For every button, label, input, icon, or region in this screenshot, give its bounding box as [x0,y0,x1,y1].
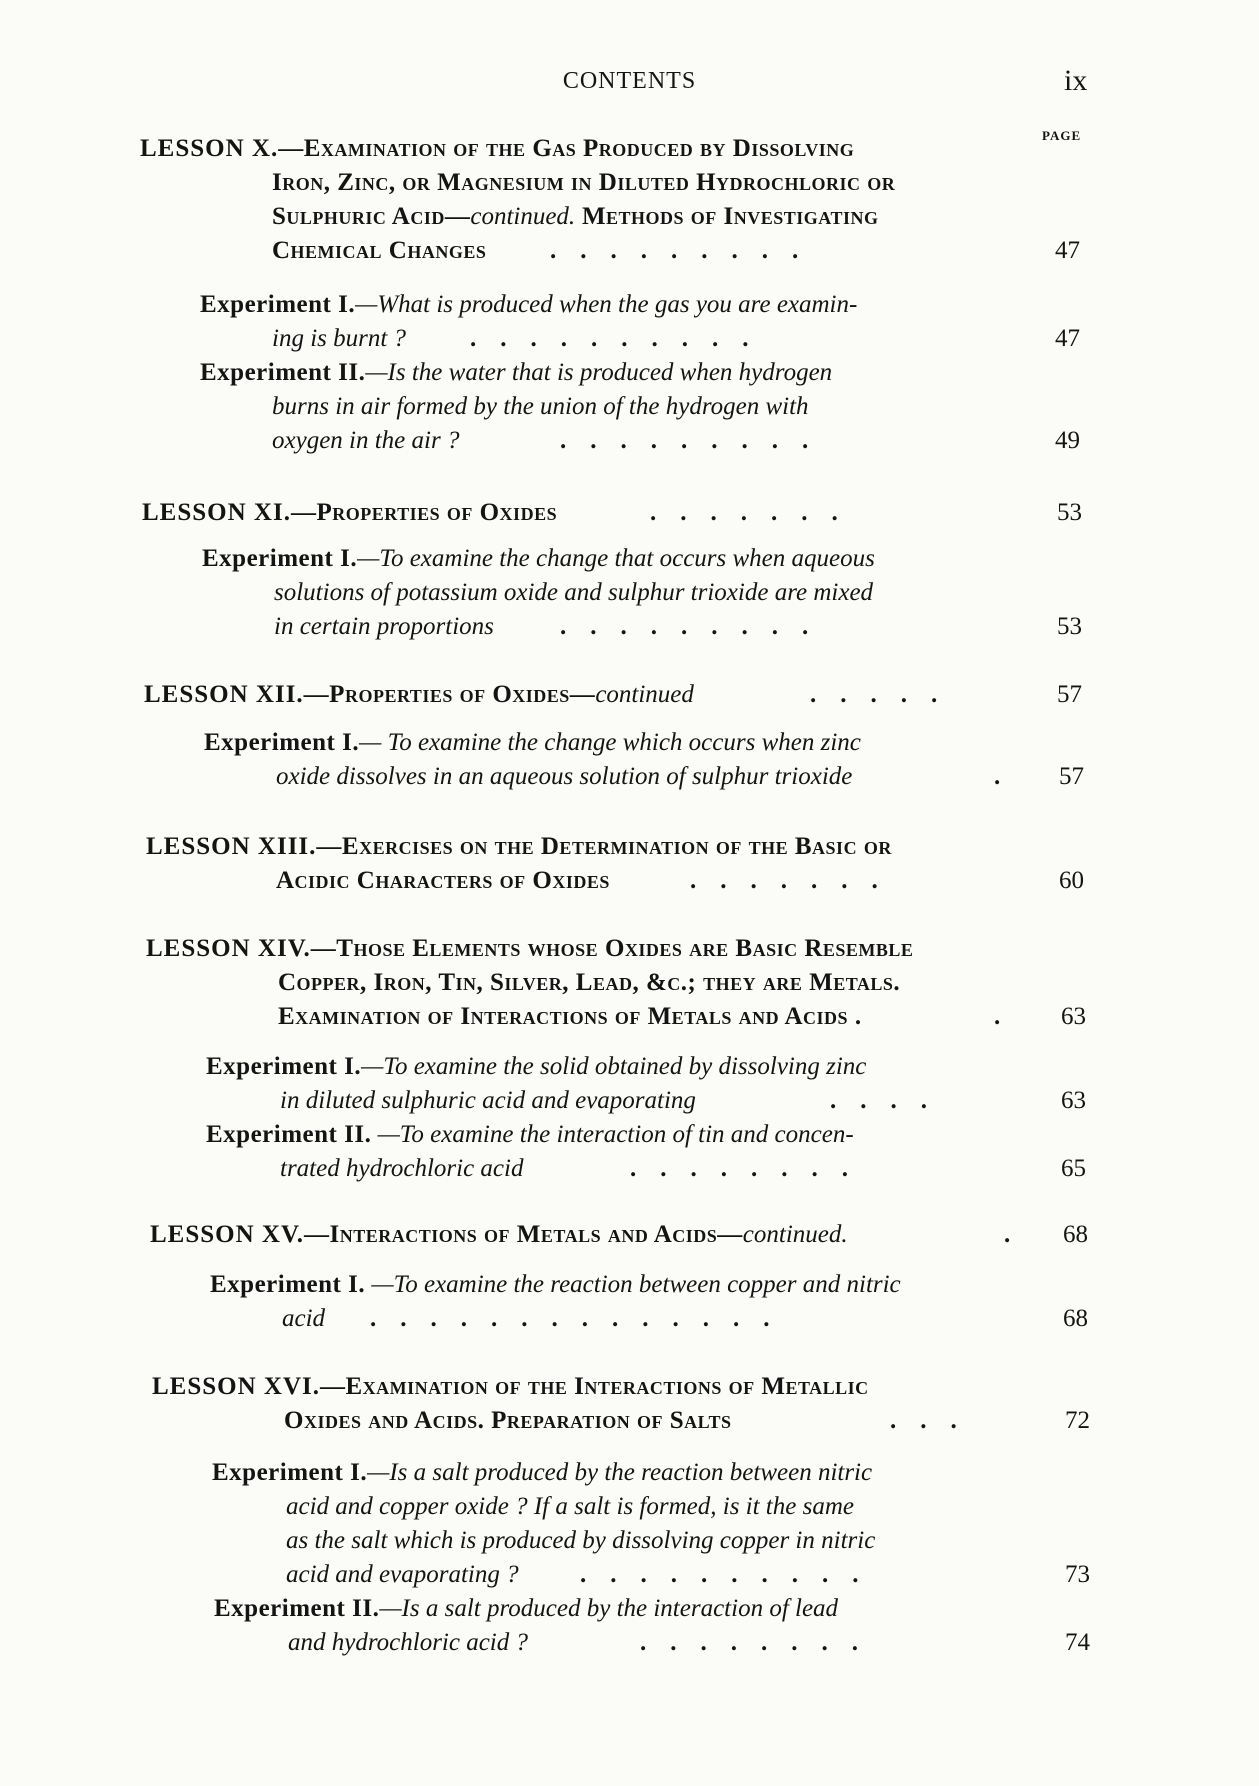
dot-leader: . [994,763,1025,790]
experiment-label: Experiment I. [206,1053,362,1080]
experiment-text-line: —To examine the solid obtained by dissolving zinc [361,1053,867,1080]
page-number: 63 [1061,1003,1086,1030]
lesson-label: LESSON XI. [142,499,291,526]
experiment-label: Experiment I. [202,545,358,572]
experiment-text-line: burns in air formed by the union of the hydrogen with [272,393,809,420]
lesson-label: LESSON X. [140,135,279,162]
experiment-text-line: oxygen in the air ? [272,427,460,454]
experiment-label: Experiment I. [200,291,356,318]
page-number: 47 [1055,325,1080,352]
page-number: 57 [1057,681,1082,708]
page-number: 47 [1055,237,1080,264]
lesson-label: LESSON XV. [150,1221,305,1248]
experiment-text-line: —Is a salt produced by the reaction between nitric [367,1459,873,1486]
page-number: 49 [1055,427,1080,454]
page-number: 73 [1065,1561,1090,1588]
experiment-text-line: solutions of potassium oxide and sulphur trioxide are mixed [274,579,874,606]
lesson-label: LESSON XIII. [146,833,317,860]
dot-leader: ......... [560,613,833,640]
lesson-title-line: —Those Elements whose Oxides are Basic Resemble [310,935,914,962]
experiment-text-line: —To examine the reaction between copper and nitric [365,1271,901,1298]
dot-leader: ... [890,1407,981,1434]
experiment-label: Experiment II. [200,359,366,386]
page-number: 74 [1065,1629,1090,1656]
page-number: 63 [1061,1087,1086,1114]
experiment-label: Experiment I. [210,1271,366,1298]
experiment-text-line: —Is the water that is produced when hydrogen [365,359,833,386]
lesson-title-line: Examination of Interactions of Metals and Acids . [278,1003,862,1030]
dot-leader: .......... [470,325,773,352]
dot-leader: .......... [580,1561,883,1588]
page-folio: ix [1064,64,1088,97]
dot-leader: ......... [560,427,833,454]
dot-leader: .... [830,1087,951,1114]
lesson-title-line: Methods of Investigating [575,203,879,230]
page-number: 53 [1057,499,1082,526]
lesson-title-line: Sulphuric Acid— [272,203,471,230]
dot-leader: ....... [650,499,862,526]
page-number: 60 [1059,867,1084,894]
experiment-text-line: — To examine the change which occurs when zinc [359,729,861,756]
experiment-text-line: ing is burnt ? [272,325,407,352]
experiment-text-line: —To examine the change that occurs when aqueous [357,545,875,572]
lesson-label: LESSON XVI. [152,1373,320,1400]
experiment-text-line: —What is produced when the gas you are examin- [355,291,858,318]
lesson-title-line: —Examination of the Gas Produced by Dissolving [278,135,855,162]
page-number: 53 [1057,613,1082,640]
lesson-title-line: Oxides and Acids. Preparation of Salts [284,1407,732,1434]
lesson-title-italic: continued [595,681,694,708]
dot-leader: ....... [690,867,902,894]
dot-leader: . [994,1003,1025,1030]
lesson-title-line: —Properties of Oxides [290,499,558,526]
dot-leader: . [1004,1221,1034,1248]
lesson-title-line: Copper, Iron, Tin, Silver, Lead, &c.; they are Metals. [278,969,901,996]
lesson-title-italic: continued. [742,1221,848,1248]
lesson-title-line: —Properties of Oxides— [303,681,596,708]
experiment-text-line: in certain proportions [274,613,494,640]
experiment-label: Experiment II. [214,1595,380,1622]
experiment-label: Experiment I. [204,729,360,756]
lesson-title-line: —Exercises on the Determination of the Basic or [316,833,892,860]
experiment-text-line: as the salt which is produced by dissolving copper in nitric [286,1527,876,1554]
lesson-title-line: Chemical Changes [272,237,487,264]
dot-leader: ..... [810,681,962,708]
dot-leader: .............. [370,1305,794,1332]
experiment-text-line: trated hydrochloric acid [280,1155,524,1182]
lesson-title-italic: continued. [470,203,576,230]
lesson-title-line: Acidic Characters of Oxides [276,867,610,894]
lesson-label: LESSON XII. [144,681,304,708]
experiment-text-line: and hydrochloric acid ? [288,1629,529,1656]
experiment-text-line: acid and evaporating ? [286,1561,519,1588]
experiment-text-line: acid [282,1305,326,1332]
dot-leader: ........ [640,1629,882,1656]
page-number: 68 [1063,1305,1088,1332]
page-column-label: PAGE [1042,128,1082,143]
dot-leader: ......... [550,237,823,264]
experiment-label: Experiment I. [212,1459,368,1486]
page-number: 68 [1063,1221,1088,1248]
experiment-text-line: oxide dissolves in an aqueous solution of sulphur trioxide [276,763,853,790]
lesson-title-line: Iron, Zinc, or Magnesium in Diluted Hydrochloric or [272,169,896,196]
lesson-title-line: —Examination of the Interactions of Metallic [320,1373,869,1400]
experiment-text-line: —Is a salt produced by the interaction of lead [379,1595,839,1622]
page-number: 65 [1061,1155,1086,1182]
lesson-title-line: —Interactions of Metals and Acids— [304,1221,743,1248]
experiment-text-line: —To examine the interaction of tin and concen- [371,1121,854,1148]
page-title: CONTENTS [562,68,697,94]
lesson-label: LESSON XIV. [146,935,311,962]
experiment-text-line: acid and copper oxide ? If a salt is formed, is it the same [286,1493,854,1520]
page-number: 57 [1059,763,1084,790]
dot-leader: ........ [630,1155,872,1182]
experiment-label: Experiment II. [206,1121,372,1148]
experiment-text-line: in diluted sulphuric acid and evaporating [280,1087,696,1114]
page-number: 72 [1065,1407,1090,1434]
